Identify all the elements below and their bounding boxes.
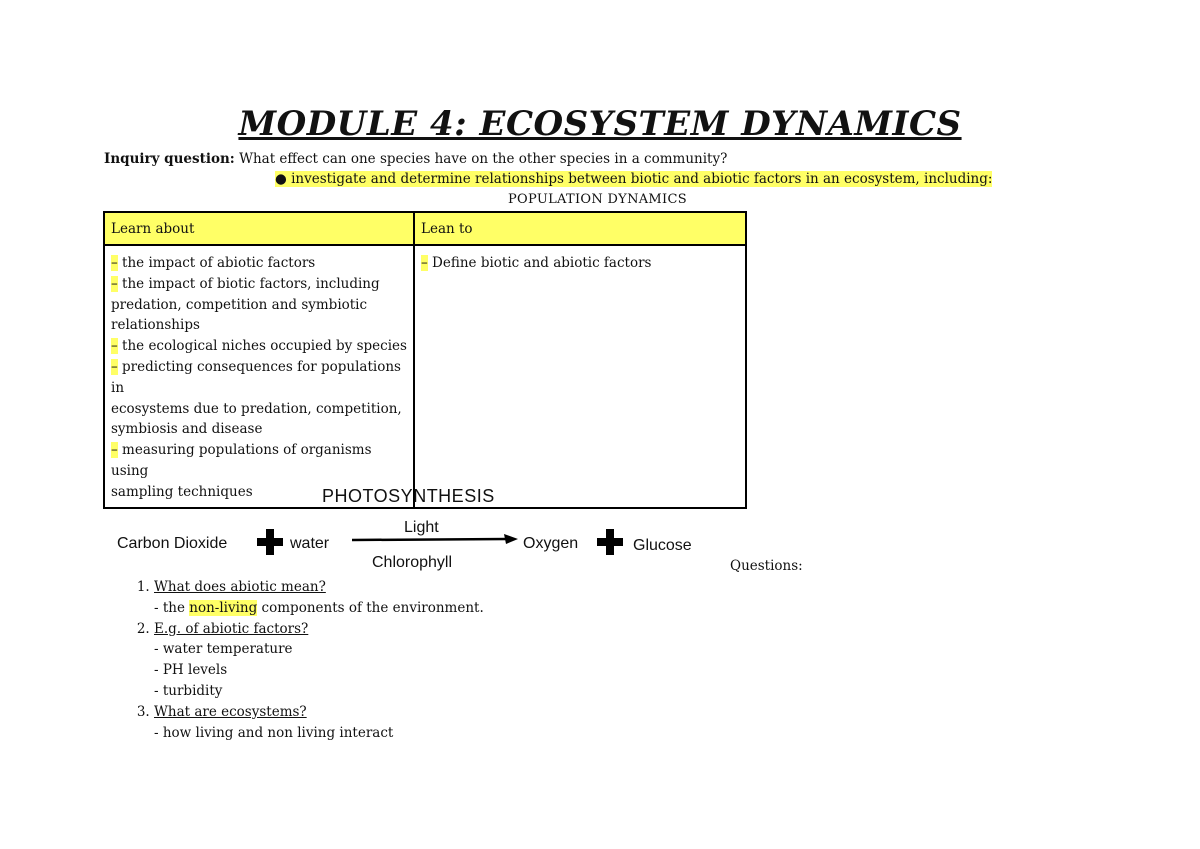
- list-item-text: ecosystems due to predation, competition,: [111, 400, 402, 417]
- learning-table: [103, 211, 747, 509]
- objective: [275, 171, 992, 187]
- question-item: [154, 577, 754, 619]
- dash-marker: –: [111, 358, 118, 375]
- section-heading: POPULATION DYNAMICS: [508, 192, 687, 207]
- answer-text: - PH levels: [154, 662, 228, 679]
- learn-to-cell: [414, 245, 746, 508]
- plus-icon: [257, 529, 283, 555]
- reactant-carbon-dioxide: Carbon Dioxide: [117, 535, 228, 552]
- list-item-text: Define biotic and abiotic factors: [427, 255, 652, 271]
- list-item: [421, 253, 739, 274]
- dash-marker: –: [421, 255, 428, 271]
- inquiry-question: [104, 151, 727, 167]
- dash-marker: –: [111, 338, 118, 355]
- list-item-text: sampling techniques: [111, 483, 253, 500]
- answer-text: - turbidity: [154, 682, 223, 699]
- question-text: What does abiotic mean?: [154, 579, 326, 595]
- list-item-text: relationships: [111, 317, 200, 334]
- highlighted-term: non-living: [189, 599, 258, 616]
- list-item: [111, 274, 407, 295]
- answer-text: - the non-living components of the environment.: [154, 599, 484, 616]
- inquiry-label: Inquiry question:: [104, 151, 235, 167]
- questions-label: Questions:: [730, 558, 803, 574]
- list-item-text: the impact of biotic factors, including: [117, 275, 380, 292]
- table-header-row: [104, 212, 746, 245]
- objective-text: ● investigate and determine relationships between biotic and abiotic factors in an ecosystem, including:: [275, 171, 993, 187]
- answer-text: - how living and non living interact: [154, 724, 394, 741]
- list-item: [111, 295, 407, 316]
- answer-text: - water temperature: [154, 641, 293, 658]
- list-item: [111, 440, 407, 482]
- dash-marker: –: [111, 255, 118, 271]
- questions-list: [124, 577, 754, 743]
- inquiry-text: What effect can one species have on the other species in a community?: [234, 151, 728, 167]
- dash-marker: –: [111, 275, 118, 292]
- product-glucose: Glucose: [633, 537, 692, 554]
- photosynthesis-title: PHOTOSYNTHESIS: [322, 486, 495, 506]
- list-item-text: the impact of abiotic factors: [117, 255, 316, 271]
- list-item-text: symbiosis and disease: [111, 421, 263, 438]
- header-learn-about: Learn about: [104, 212, 414, 245]
- list-item-text: predicting consequences for populations in: [111, 358, 401, 396]
- question-text: E.g. of abiotic factors?: [154, 620, 309, 637]
- product-oxygen: Oxygen: [523, 535, 579, 552]
- list-item-text: predation, competition and symbiotic: [111, 296, 368, 313]
- list-item-text: the ecological niches occupied by species: [117, 338, 407, 355]
- header-learn-to: Lean to: [414, 212, 746, 245]
- table-row: [104, 245, 746, 508]
- dash-marker: –: [111, 442, 118, 459]
- list-item: [111, 399, 407, 420]
- question-text: What are ecosystems?: [154, 703, 307, 720]
- reactant-water: water: [290, 535, 330, 552]
- list-item: [111, 419, 407, 440]
- list-item: [111, 336, 407, 357]
- list-item: [111, 253, 407, 274]
- list-item: [111, 315, 407, 336]
- list-item-text: measuring populations of organisms using: [111, 442, 372, 479]
- list-item: [111, 357, 407, 399]
- question-item: [154, 619, 754, 702]
- condition-chlorophyll: Chlorophyll: [372, 554, 453, 571]
- question-item: [154, 702, 754, 744]
- learn-about-cell: [104, 245, 414, 508]
- plus-icon: [597, 529, 623, 555]
- condition-light: Light: [404, 519, 439, 536]
- page-title: MODULE 4: ECOSYSTEM DYNAMICS: [238, 104, 962, 144]
